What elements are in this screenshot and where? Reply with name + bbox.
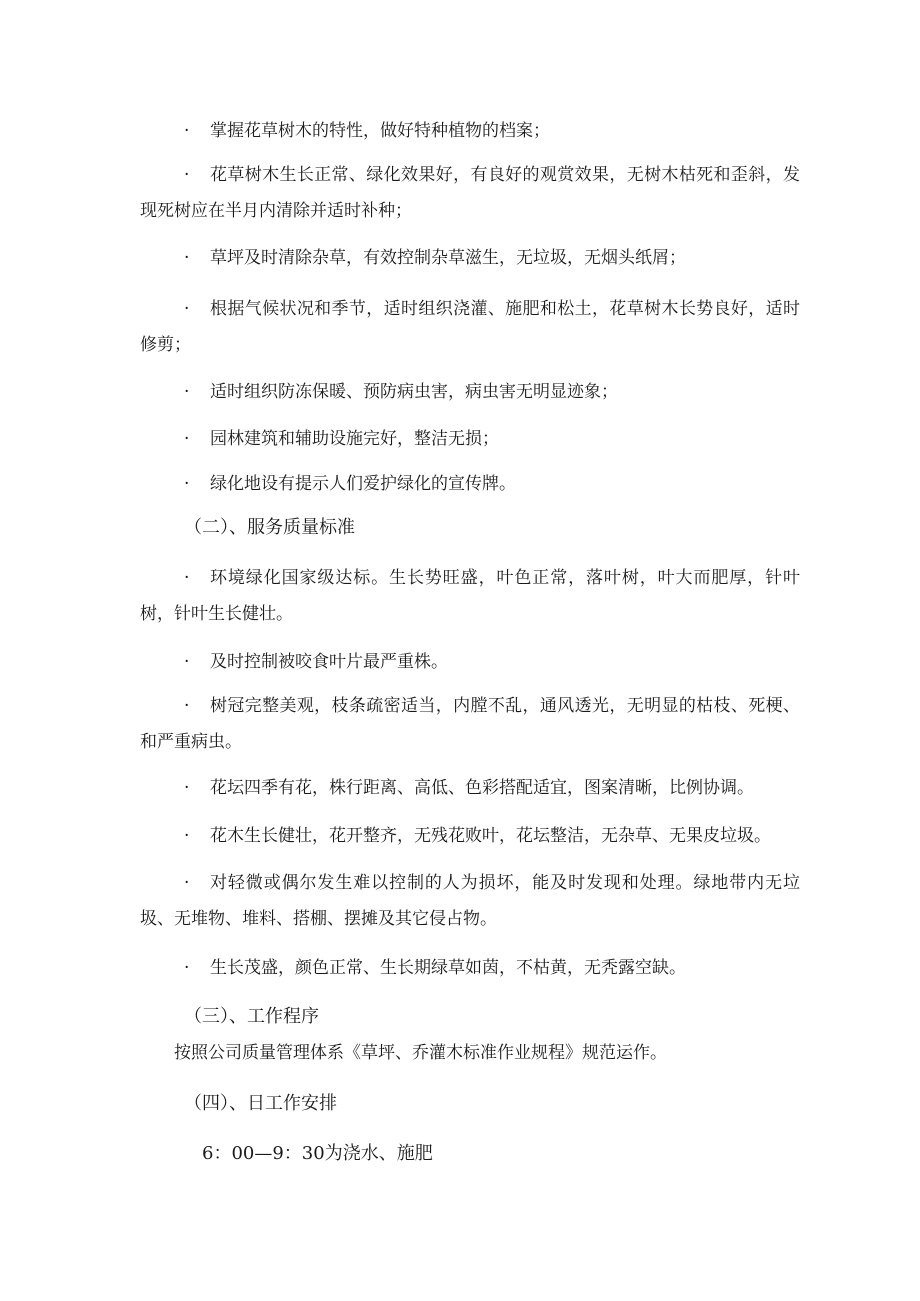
bullet-icon: · [184, 474, 190, 494]
bullet-icon: · [184, 778, 190, 798]
list-item [140, 157, 800, 229]
list-item [140, 644, 800, 680]
list-item [140, 240, 800, 276]
bullet-icon: · [184, 873, 190, 893]
bullet-icon: · [184, 429, 190, 449]
list-item-text: 对轻微或偶尔发生难以控制的人为损坏，能及时发现和处理。绿地带内无垃圾、无堆物、堆料、搭棚、摆摊及其它侵占物。 [140, 873, 800, 929]
list-item-text: 花木生长健壮，花开整齐，无残花败叶，花坛整洁，无杂草、无果皮垃圾。 [210, 826, 771, 846]
bullet-icon: · [184, 299, 190, 319]
list-item-text: 掌握花草树木的特性，做好特种植物的档案； [210, 121, 550, 141]
list-item [140, 374, 800, 410]
list-item-text: 树冠完整美观，枝条疏密适当，内膛不乱，通风透光，无明显的枯枝、死梗、和严重病虫。 [140, 696, 800, 752]
work-procedure-text: 按照公司质量管理体系《草坪、乔灌木标准作业规程》规范运作。 [174, 1043, 667, 1063]
list-item-text: 环境绿化国家级达标。生长势旺盛，叶色正常，落叶树，叶大而肥厚，针叶树，针叶生长健壮。 [140, 568, 800, 624]
bullet-icon: · [184, 165, 190, 185]
bullet-icon: · [184, 652, 190, 672]
bullet-icon: · [184, 248, 190, 268]
list-item-text: 适时组织防冻保暖、预防病虫害，病虫害无明显迹象； [210, 382, 618, 402]
list-item [140, 950, 800, 986]
list-item [140, 113, 800, 149]
list-item-text: 及时控制被咬食叶片最严重株。 [210, 652, 448, 672]
bullet-icon: · [184, 568, 190, 588]
list-item [140, 466, 800, 502]
bullet-icon: · [184, 696, 190, 716]
list-item-text: 生长茂盛，颜色正常、生长期绿草如茵，不枯黄，无秃露空缺。 [210, 958, 686, 978]
list-item [140, 770, 800, 806]
list-item [140, 818, 800, 854]
bullet-icon: · [184, 826, 190, 846]
section-heading-work-procedure: （三）、工作程序 [184, 1006, 319, 1027]
list-item [140, 421, 800, 457]
bullet-icon: · [184, 958, 190, 978]
list-item-text: 园林建筑和辅助设施完好，整洁无损； [210, 429, 499, 449]
list-item-text: 根据气候状况和季节，适时组织浇灌、施肥和松土，花草树木长势良好，适时修剪； [140, 299, 800, 355]
section-heading-service-quality: （二）、服务质量标准 [184, 517, 355, 538]
section-heading-daily-schedule: （四）、日工作安排 [184, 1093, 337, 1114]
list-item-text: 草坪及时清除杂草，有效控制杂草滋生，无垃圾，无烟头纸屑； [210, 248, 686, 268]
bullet-icon: · [184, 121, 190, 141]
list-item-text: 绿化地设有提示人们爱护绿化的宣传牌。 [210, 474, 516, 494]
schedule-entry: 6：00—9：30为浇水、施肥 [202, 1143, 433, 1164]
list-item [140, 560, 800, 632]
list-item-text: 花草树木生长正常、绿化效果好，有良好的观赏效果，无树木枯死和歪斜，发现死树应在半月内清除并适时补种； [140, 165, 800, 221]
list-item-text: 花坛四季有花，株行距离、高低、色彩搭配适宜，图案清晰，比例协调。 [210, 778, 754, 798]
list-item [140, 688, 800, 760]
bullet-icon: · [184, 382, 190, 402]
list-item [140, 291, 800, 363]
list-item [140, 865, 800, 937]
